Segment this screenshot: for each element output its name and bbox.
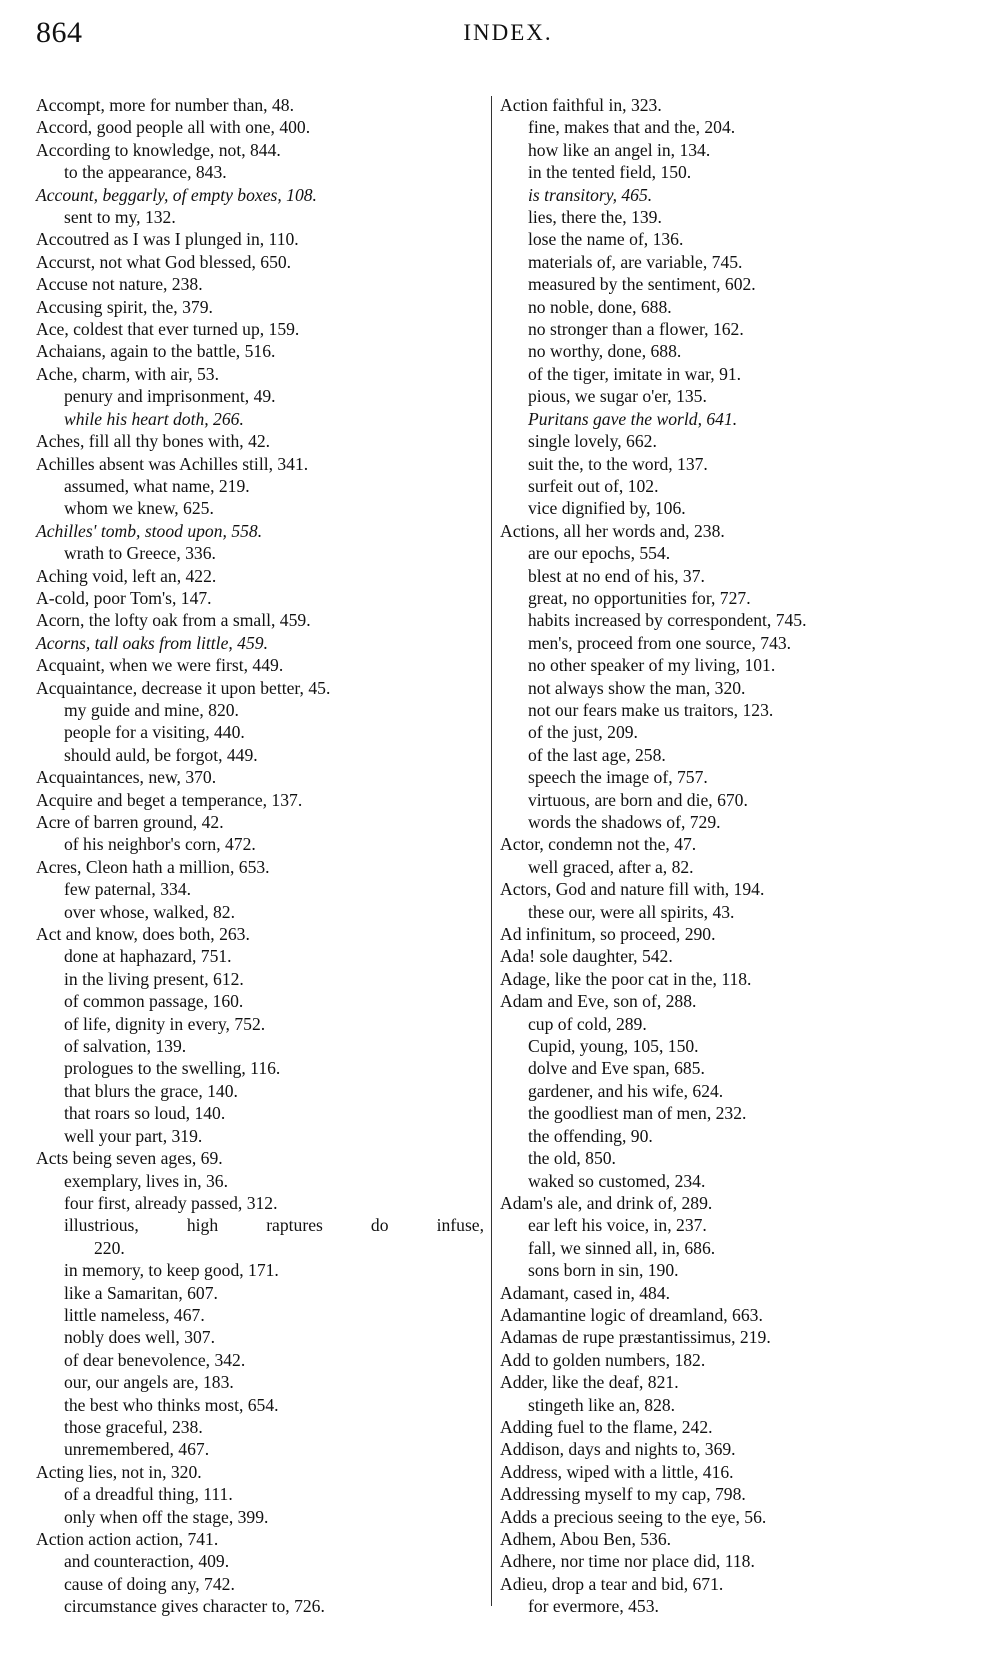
index-subentry: 220. — [94, 1237, 125, 1258]
index-subentry: of a dreadful thing, 111. — [64, 1484, 233, 1505]
index-subentry: our, our angels are, 183. — [64, 1372, 234, 1393]
index-subentry: little nameless, 467. — [64, 1304, 205, 1325]
index-subentry: prologues to the swelling, 116. — [64, 1058, 281, 1079]
index-subentry: of common passage, 160. — [64, 991, 244, 1012]
index-subentry: single lovely, 662. — [528, 431, 657, 452]
index-subentry: wrath to Greece, 336. — [64, 543, 216, 564]
index-entry: Achilles absent was Achilles still, 341. — [36, 453, 309, 474]
index-entry: According to knowledge, not, 844. — [36, 139, 281, 160]
index-subentry: exemplary, lives in, 36. — [64, 1170, 229, 1191]
index-entry: Adamant, cased in, 484. — [500, 1282, 671, 1303]
index-subentry: in the living present, 612. — [64, 968, 244, 989]
index-subentry: should auld, be forgot, 449. — [64, 744, 258, 765]
index-entry: Acorns, tall oaks from little, 459. — [36, 632, 268, 653]
index-entry: Ache, charm, with air, 53. — [36, 363, 219, 384]
index-entry: Act and know, does both, 263. — [36, 924, 250, 945]
index-subentry: dolve and Eve span, 685. — [528, 1058, 705, 1079]
index-entry: Acquaintances, new, 370. — [36, 767, 217, 788]
index-entry: Actor, condemn not the, 47. — [500, 834, 697, 855]
index-subentry: suit the, to the word, 137. — [528, 453, 708, 474]
index-entry: Add to golden numbers, 182. — [500, 1349, 706, 1370]
index-subentry: fine, makes that and the, 204. — [528, 117, 736, 138]
index-subentry: the old, 850. — [528, 1148, 616, 1169]
index-entry: Accurst, not what God blessed, 650. — [36, 251, 292, 272]
index-subentry: these our, were all spirits, 43. — [528, 901, 735, 922]
index-entry: Accoutred as I was I plunged in, 110. — [36, 229, 299, 250]
index-subentry: pious, we sugar o'er, 135. — [528, 386, 707, 407]
index-entry: Acts being seven ages, 69. — [36, 1148, 223, 1169]
index-subentry: like a Samaritan, 607. — [64, 1282, 218, 1303]
index-subentry: for evermore, 453. — [528, 1596, 659, 1617]
index-subentry: of his neighbor's corn, 472. — [64, 834, 256, 855]
index-subentry: over whose, walked, 82. — [64, 901, 236, 922]
index-subentry: four first, already passed, 312. — [64, 1192, 278, 1213]
index-entry: Adhem, Abou Ben, 536. — [500, 1529, 672, 1549]
index-subentry: waked so customed, 234. — [528, 1170, 706, 1191]
index-subentry: of the last age, 258. — [528, 744, 666, 765]
index-entry: A-cold, poor Tom's, 147. — [36, 587, 212, 608]
index-subentry: no stronger than a flower, 162. — [528, 319, 744, 340]
index-entry: Achaians, again to the battle, 516. — [36, 341, 276, 362]
index-entry: Acorn, the lofty oak from a small, 459. — [36, 610, 311, 631]
index-subentry: lose the name of, 136. — [528, 229, 684, 250]
index-subentry: not our fears make us traitors, 123. — [528, 699, 774, 720]
index-entry: Actions, all her words and, 238. — [500, 520, 725, 541]
index-subentry: of the just, 209. — [528, 722, 638, 743]
index-subentry: sent to my, 132. — [64, 207, 176, 228]
index-entry: Accusing spirit, the, 379. — [36, 296, 213, 317]
index-entry: Ada! sole daughter, 542. — [500, 946, 673, 967]
index-subentry: of the tiger, imitate in war, 91. — [528, 363, 742, 384]
index-entry: Ad infinitum, so proceed, 290. — [500, 924, 716, 945]
index-subentry: no noble, done, 688. — [528, 296, 672, 317]
index-entry: Adamantine logic of dreamland, 663. — [500, 1304, 763, 1325]
column-divider — [491, 96, 492, 1606]
index-subentry: cause of doing any, 742. — [64, 1573, 235, 1594]
index-entry: Action faithful in, 323. — [500, 95, 662, 115]
index-entry: Accord, good people all with one, 400. — [36, 117, 311, 138]
index-subentry: words the shadows of, 729. — [528, 812, 721, 832]
index-subentry: few paternal, 334. — [64, 879, 192, 900]
index-subentry: in the tented field, 150. — [528, 162, 692, 183]
index-entry: Adage, like the poor cat in the, 118. — [500, 968, 752, 989]
index-subentry: circumstance gives character to, 726. — [64, 1596, 325, 1617]
index-subentry: Cupid, young, 105, 150. — [528, 1036, 699, 1057]
index-subentry: whom we knew, 625. — [64, 498, 214, 519]
index-subentry: the offending, 90. — [528, 1125, 653, 1146]
index-subentry: Puritans gave the world, 641. — [528, 408, 738, 429]
index-entry: Ace, coldest that ever turned up, 159. — [36, 319, 300, 340]
index-subentry: that roars so loud, 140. — [64, 1103, 226, 1124]
page-header — [36, 16, 980, 56]
index-subentry: nobly does well, 307. — [64, 1327, 215, 1348]
index-subentry: measured by the sentiment, 602. — [528, 274, 756, 295]
index-entry: Aching void, left an, 422. — [36, 565, 217, 586]
index-entry: Adieu, drop a tear and bid, 671. — [500, 1573, 724, 1594]
index-subentry: people for a visiting, 440. — [64, 722, 245, 743]
index-subentry: while his heart doth, 266. — [64, 408, 244, 429]
index-entry: Achilles' tomb, stood upon, 558. — [36, 520, 263, 541]
index-entry: Action action action, 741. — [36, 1529, 219, 1549]
index-entry: Acres, Cleon hath a million, 653. — [36, 856, 270, 877]
index-subentry: of life, dignity in every, 752. — [64, 1013, 266, 1034]
index-entry: Adam and Eve, son of, 288. — [500, 991, 697, 1012]
index-subentry: of dear benevolence, 342. — [64, 1349, 246, 1370]
index-entry: Actors, God and nature fill with, 194. — [500, 879, 765, 900]
index-subentry: that blurs the grace, 140. — [64, 1080, 238, 1101]
index-entry: Aches, fill all thy bones with, 42. — [36, 431, 271, 452]
index-subentry: my guide and mine, 820. — [64, 699, 239, 720]
index-entry: Address, wiped with a little, 416. — [500, 1461, 734, 1482]
index-entry: Acquire and beget a temperance, 137. — [36, 789, 303, 810]
index-subentry: habits increased by correspondent, 745. — [528, 610, 807, 631]
index-subentry: vice dignified by, 106. — [528, 498, 686, 519]
index-subentry: blest at no end of his, 37. — [528, 565, 705, 586]
index-subentry: men's, proceed from one source, 743. — [528, 632, 792, 653]
index-subentry: ear left his voice, in, 237. — [528, 1215, 707, 1236]
index-subentry: is transitory, 465. — [528, 184, 653, 205]
index-subentry: to the appearance, 843. — [64, 162, 227, 183]
index-subentry: penury and imprisonment, 49. — [64, 386, 276, 407]
index-entry: Acquaint, when we were first, 449. — [36, 655, 284, 676]
index-subentry: done at haphazard, 751. — [64, 946, 232, 967]
index-subentry: materials of, are variable, 745. — [528, 251, 743, 272]
index-entry: Account, beggarly, of empty boxes, 108. — [36, 184, 317, 205]
page-number: 864 — [36, 16, 83, 49]
index-subentry: well your part, 319. — [64, 1125, 203, 1146]
index-subentry: virtuous, are born and die, 670. — [528, 789, 748, 810]
index-subentry: only when off the stage, 399. — [64, 1506, 269, 1527]
index-subentry: how like an angel in, 134. — [528, 139, 711, 160]
index-entry: Acre of barren ground, 42. — [36, 812, 224, 832]
index-subentry: and counteraction, 409. — [64, 1551, 230, 1572]
index-entry: Adhere, nor time nor place did, 118. — [500, 1551, 755, 1572]
index-subentry: in memory, to keep good, 171. — [64, 1260, 279, 1281]
index-subentry: great, no opportunities for, 727. — [528, 587, 751, 608]
index-subentry: gardener, and his wife, 624. — [528, 1080, 724, 1101]
index-entry: Addison, days and nights to, 369. — [500, 1439, 736, 1460]
index-subentry: no worthy, done, 688. — [528, 341, 682, 362]
index-entry: Accompt, more for number than, 48. — [36, 95, 294, 115]
index-column-left — [36, 94, 484, 1618]
index-entry: Adding fuel to the flame, 242. — [500, 1416, 713, 1437]
index-column-right — [500, 94, 974, 1618]
index-subentry: the best who thinks most, 654. — [64, 1394, 279, 1415]
index-entry: Adds a precious seeing to the eye, 56. — [500, 1506, 767, 1527]
index-subentry: illustrious, high raptures do infuse, — [64, 1215, 484, 1236]
index-entry: Acting lies, not in, 320. — [36, 1461, 202, 1482]
index-entry: Acquaintance, decrease it upon better, 45. — [36, 677, 331, 698]
index-subentry: sons born in sin, 190. — [528, 1260, 679, 1281]
index-subentry: not always show the man, 320. — [528, 677, 746, 698]
index-subentry: assumed, what name, 219. — [64, 475, 250, 496]
index-subentry: fall, we sinned all, in, 686. — [528, 1237, 716, 1258]
index-entry: Accuse not nature, 238. — [36, 274, 203, 295]
index-subentry: are our epochs, 554. — [528, 543, 671, 564]
index-subentry: surfeit out of, 102. — [528, 475, 659, 496]
index-subentry: lies, there the, 139. — [528, 207, 662, 228]
page-title: INDEX. — [463, 20, 553, 45]
index-subentry: of salvation, 139. — [64, 1036, 187, 1057]
index-entry: Adam's ale, and drink of, 289. — [500, 1192, 713, 1213]
index-subentry: well graced, after a, 82. — [528, 856, 694, 877]
index-entry: Adamas de rupe præstantissimus, 219. — [500, 1327, 771, 1348]
index-entry: Addressing myself to my cap, 798. — [500, 1484, 746, 1505]
index-subentry: cup of cold, 289. — [528, 1013, 647, 1034]
index-subentry: no other speaker of my living, 101. — [528, 655, 776, 676]
index-entry: Adder, like the deaf, 821. — [500, 1372, 679, 1393]
index-subentry: unremembered, 467. — [64, 1439, 210, 1460]
index-subentry: those graceful, 238. — [64, 1416, 203, 1437]
index-subentry: the goodliest man of men, 232. — [528, 1103, 747, 1124]
index-subentry: stingeth like an, 828. — [528, 1394, 676, 1415]
index-subentry: speech the image of, 757. — [528, 767, 708, 788]
